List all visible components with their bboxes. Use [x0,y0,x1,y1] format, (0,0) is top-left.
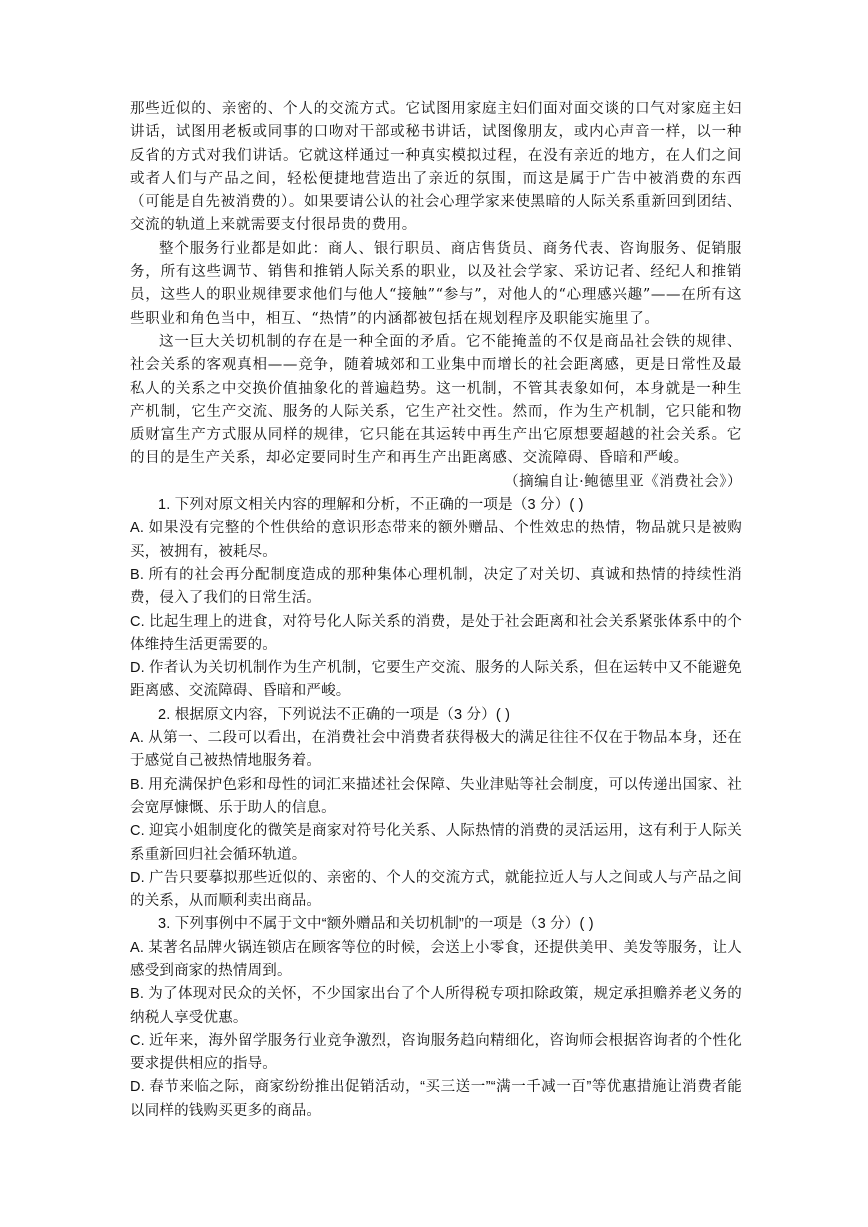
option-text: 用充满保护色彩和母性的词汇来描述社会保障、失业津贴等社会制度，可以传递出国家、社会宽厚慷慨、乐于助人的信息。 [130,776,742,816]
option-text: 某著名品牌火锅连锁店在顾客等位的时候，会送上小零食，还提供美甲、美发等服务，让人感受到商家的热情周到。 [130,939,742,979]
option-letter: C. [130,613,145,630]
option-d [130,867,742,914]
option-letter: C. [130,1032,145,1049]
question-stem: 2. 根据原文内容，下列说法不正确的一项是（3 分）( ) [158,706,511,723]
option-c [130,1030,742,1077]
option-letter: A. [130,730,145,747]
option-text: 为了体现对民众的关怀，不少国家出台了个人所得税专项扣除政策，规定承担赡养老义务的纳税人享受优惠。 [130,986,742,1026]
option-d [130,1076,742,1123]
option-letter: B. [130,986,145,1003]
option-text: 作者认为关切机制作为生产机制，它要生产交流、服务的人际关系，但在运转中又不能避免距离感、交流障碍、昏暗和严峻。 [130,660,742,700]
option-c [130,611,742,658]
option-text: 从第一、二段可以看出，在消费社会中消费者获得极大的满足往往不仅在于物品本身，还在于感觉自己被热情地服务着。 [130,730,742,770]
option-letter: D. [130,660,145,677]
option-text: 广告只要摹拟那些近似的、亲密的、个人的交流方式，就能拉近人与人之间或人与产品之间的关系，从而顺利卖出商品。 [130,869,742,910]
option-a [130,937,742,984]
option-text: 春节来临之际，商家纷纷推出促销活动，“买三送一”“满一千减一百”等优惠措施让消费者能以同样的钱购买更多的商品。 [130,1079,742,1119]
passage-paragraph: 那些近似的、亲密的、个人的交流方式。它试图用家庭主妇们面对面交谈的口气对家庭主妇讲话，试图用老板或同事的口吻对干部或秘书讲话，试图像朋友，或内心声音一样，以一种反省的方式对我们讲话。它就这样通过一种真实模拟过程，在没有亲近的地方，在人们之间或者人们与产品之间，轻松便捷地营造出了亲近的氛围，而这是属于广告中被消费的东西（可能是自先被消费的）。如果要请公认的社会心理学家来使黑暗的人际关系重新回到团结、交流的轨道上来就需要支付很昂贵的费用。 [130,101,742,234]
question-1 [130,494,742,704]
option-b [130,983,742,1030]
option-letter: A. [130,939,145,956]
option-letter: B. [130,566,145,583]
option-a [130,727,742,774]
option-text: 比起生理上的进食，对符号化人际关系的消费，是处于社会距离和社会关系紧张体系中的个体维持生活更需要的。 [130,613,742,653]
question-stem: 1. 下列对原文相关内容的理解和分析，不正确的一项是（3 分）( ) [158,497,584,514]
document-page [130,98,742,1123]
option-c [130,820,742,867]
option-letter: D. [130,869,145,886]
option-letter: C. [130,823,145,840]
option-d [130,657,742,704]
option-text: 近年来，海外留学服务行业竞争激烈，咨询服务趋向精细化，咨询师会根据咨询者的个性化要求提供相应的指导。 [130,1032,742,1073]
option-text: 所有的社会再分配制度造成的那种集体心理机制，决定了对关切、真诚和热情的持续性消费，侵入了我们的日常生活。 [130,566,742,607]
option-b [130,774,742,821]
passage [130,98,742,494]
passage-source: （摘编自让·鲍德里亚《消费社会》） [504,473,742,490]
question-2 [130,704,742,914]
option-text: 如果没有完整的个性供给的意识形态带来的额外赠品、个性效忠的热情，物品就只是被购买，被拥有，被耗尽。 [130,520,742,560]
option-a [130,517,742,564]
passage-paragraph: 这一巨大关切机制的存在是一种全面的矛盾。它不能掩盖的不仅是商品社会铁的规律、社会关系的客观真相——竞争，随着城郊和工业集中而增长的社会距离感，更是日常性及最私人的关系之中交换价值抽象化的普遍趋势。这一机制，不管其表象如何，本身就是一种生产机制，它生产交流、服务的人际关系，它生产社交性。然而，作为生产机制，它只能和物质财富生产方式服从同样的规律，它只能在其运转中再生产出它原想要超越的社会关系。它的目的是生产关系，却必定要同时生产和再生产出距离感、交流障碍、昏暗和严峻。 [130,333,742,467]
option-letter: B. [130,776,145,793]
option-text: 迎宾小姐制度化的微笑是商家对符号化关系、人际热情的消费的灵活运用，这有利于人际关系重新回归社会循环轨道。 [130,823,742,863]
option-b [130,564,742,611]
question-stem: 3. 下列事例中不属于文中“额外赠品和关切机制”的一项是（3 分）( ) [158,916,594,933]
option-letter: A. [130,520,145,537]
option-letter: D. [130,1079,145,1096]
question-3 [130,913,742,1123]
passage-paragraph: 整个服务行业都是如此：商人、银行职员、商店售货员、商务代表、咨询服务、促销服务，所有这些调节、销售和推销人际关系的职业，以及社会学家、采访记者、经纪人和推销员，这些人的职业规律要求他们与他人“接触”“参与”，对他人的“心理感兴趣”——在所有这些职业和角色当中，相互、“热情”的内涵都被包括在规划程序及职能实施里了。 [130,240,742,327]
